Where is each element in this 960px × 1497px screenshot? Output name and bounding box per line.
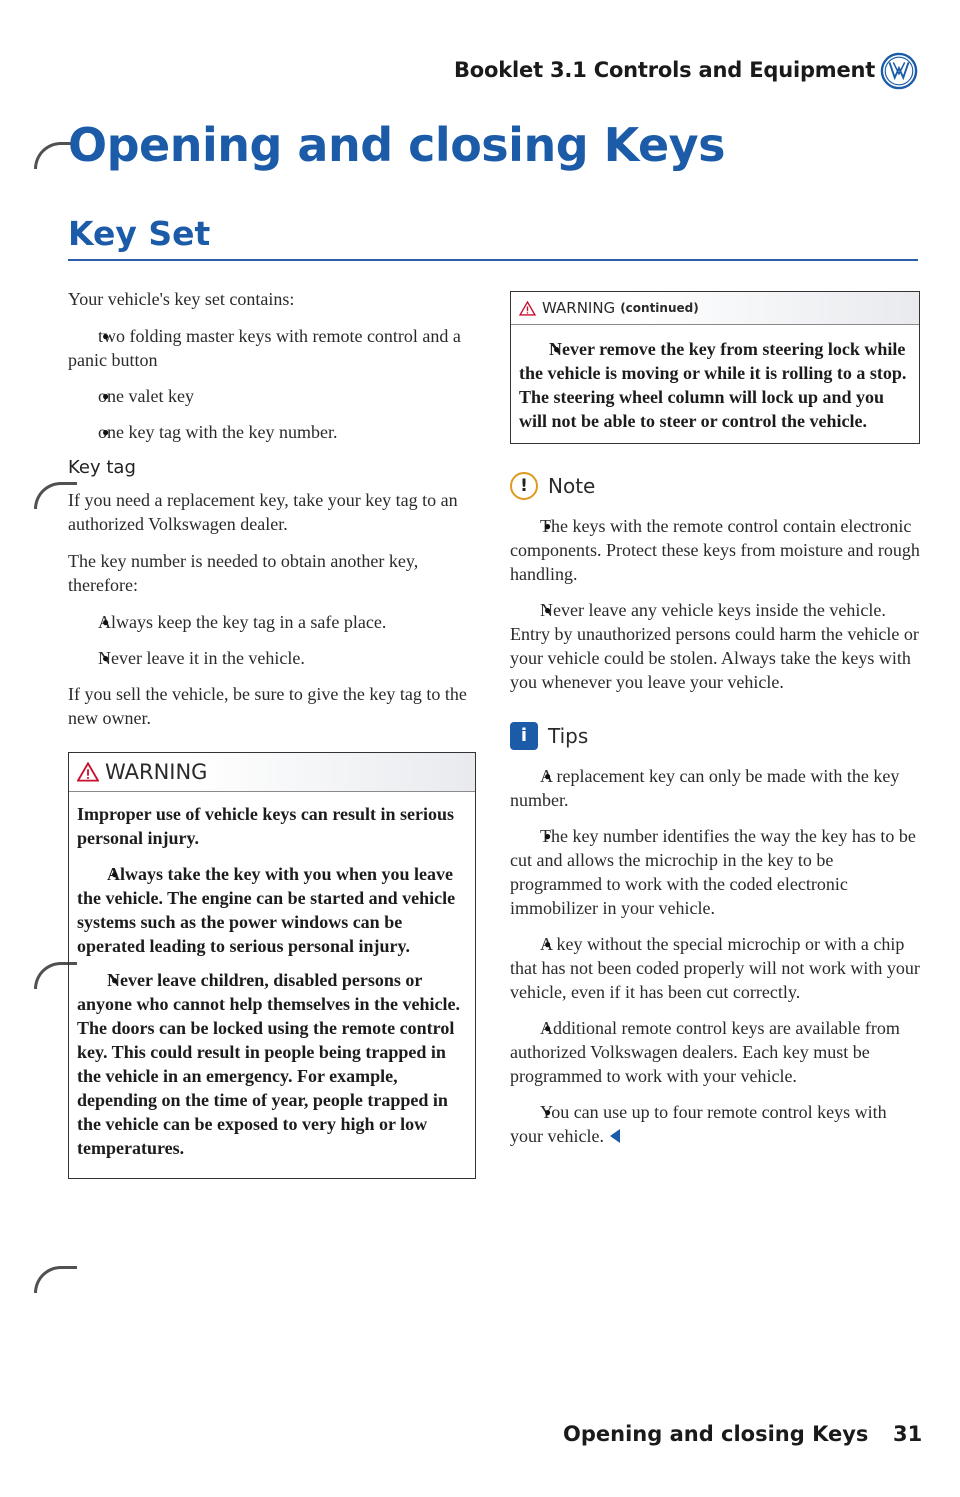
list-item: ● one key tag with the key number. [68, 420, 476, 444]
right-column [510, 291, 920, 1160]
list-item: ● Additional remote control keys are available from authorized Volkswagen dealers. Each key must be programmed to work with your vehicle. [510, 1016, 920, 1088]
note-label: Note [548, 474, 596, 498]
warning-box [68, 752, 476, 1179]
section-title: Key Set [68, 214, 211, 253]
page-title: Opening and closing Keys [68, 118, 726, 172]
list-item: ● one valet key [68, 384, 476, 408]
key-tag-paragraph: If you sell the vehicle, be sure to give the key tag to the new owner. [68, 684, 467, 728]
list-item: ● The key number identifies the way the key has to be cut and allows the microchip in the key to be programmed to work with the coded electronic immobilizer in your vehicle. [510, 824, 920, 920]
warning-header [69, 753, 475, 792]
tips-heading [510, 722, 920, 750]
list-item: ● The keys with the remote control contain electronic components. Protect these keys from moisture and rough handling. [510, 514, 920, 586]
list-item: ● two folding master keys with remote control and a panic button [68, 324, 476, 372]
warning-intro: Improper use of vehicle keys can result in serious personal injury. [77, 804, 454, 848]
list-item: ● Never leave any vehicle keys inside the vehicle. Entry by unauthorized persons could harm the vehicle or your vehicle could be stolen. Always take the keys with you whenever you leave your vehicle. [510, 598, 920, 694]
intro-text: Your vehicle's key set contains: [68, 289, 295, 309]
note-list [510, 514, 920, 694]
page-number: 31 [893, 1422, 923, 1446]
warning-continued-header [511, 292, 919, 325]
list-item: ● A replacement key can only be made with the key number. [510, 764, 920, 812]
footer-section-title: Opening and closing Keys [563, 1422, 869, 1446]
margin-mark [34, 1266, 77, 1293]
warning-continued-body [511, 325, 919, 443]
warning-continued-suffix: (continued) [620, 301, 699, 315]
vw-logo-icon [880, 52, 918, 90]
list-item: ● A key without the special microchip or with a chip that has not been coded properly will not work with your vehicle, even if it has been cut correctly. [510, 932, 920, 1004]
tips-list [510, 764, 920, 1148]
list-item: ● Always keep the key tag in a safe place. [68, 610, 476, 634]
warning-list [519, 337, 911, 433]
note-heading [510, 472, 920, 500]
key-tag-paragraph: If you need a replacement key, take your key tag to an authorized Volkswagen dealer. [68, 490, 458, 534]
key-tag-list [68, 610, 476, 670]
left-column [68, 287, 476, 1179]
warning-list [77, 862, 467, 1160]
tips-label: Tips [548, 724, 589, 748]
warning-continued-box [510, 291, 920, 444]
note-info-icon: ! [510, 472, 538, 500]
list-item: ● Never leave children, disabled persons or anyone who cannot help themselves in the vehicle. The doors can be locked using the remote control key. This could result in people being trapped in the vehicle in an emergency. For example, depending on the time of year, people trapped in the vehicle can be exposed to very high or low temperatures. [77, 968, 467, 1160]
list-item-text: You can use up to four remote control keys with your vehicle. [510, 1102, 887, 1146]
key-set-list [68, 324, 476, 444]
booklet-header: Booklet 3.1 Controls and Equipment [454, 58, 876, 82]
warning-label: WARNING [542, 299, 616, 317]
title-rule [68, 259, 918, 261]
tips-info-icon: i [510, 722, 538, 750]
key-tag-heading: Key tag [68, 457, 136, 478]
warning-triangle-icon [519, 301, 536, 316]
list-item: ● Always take the key with you when you leave the vehicle. The engine can be started and vehicle systems such as the power windows can be operated leading to serious personal injury. [77, 862, 467, 958]
warning-triangle-icon [77, 762, 99, 782]
key-tag-paragraph: The key number is needed to obtain another key, therefore: [68, 551, 419, 595]
warning-body [69, 792, 475, 1178]
end-of-section-arrow-icon [610, 1129, 620, 1143]
warning-label: WARNING [105, 760, 208, 784]
list-item: ● Never leave it in the vehicle. [68, 646, 476, 670]
list-item [510, 1100, 920, 1148]
list-item: ● Never remove the key from steering lock while the vehicle is moving or while it is rolling to a stop. The steering wheel column will lock up and you will not be able to steer or control the vehicle. [519, 337, 911, 433]
